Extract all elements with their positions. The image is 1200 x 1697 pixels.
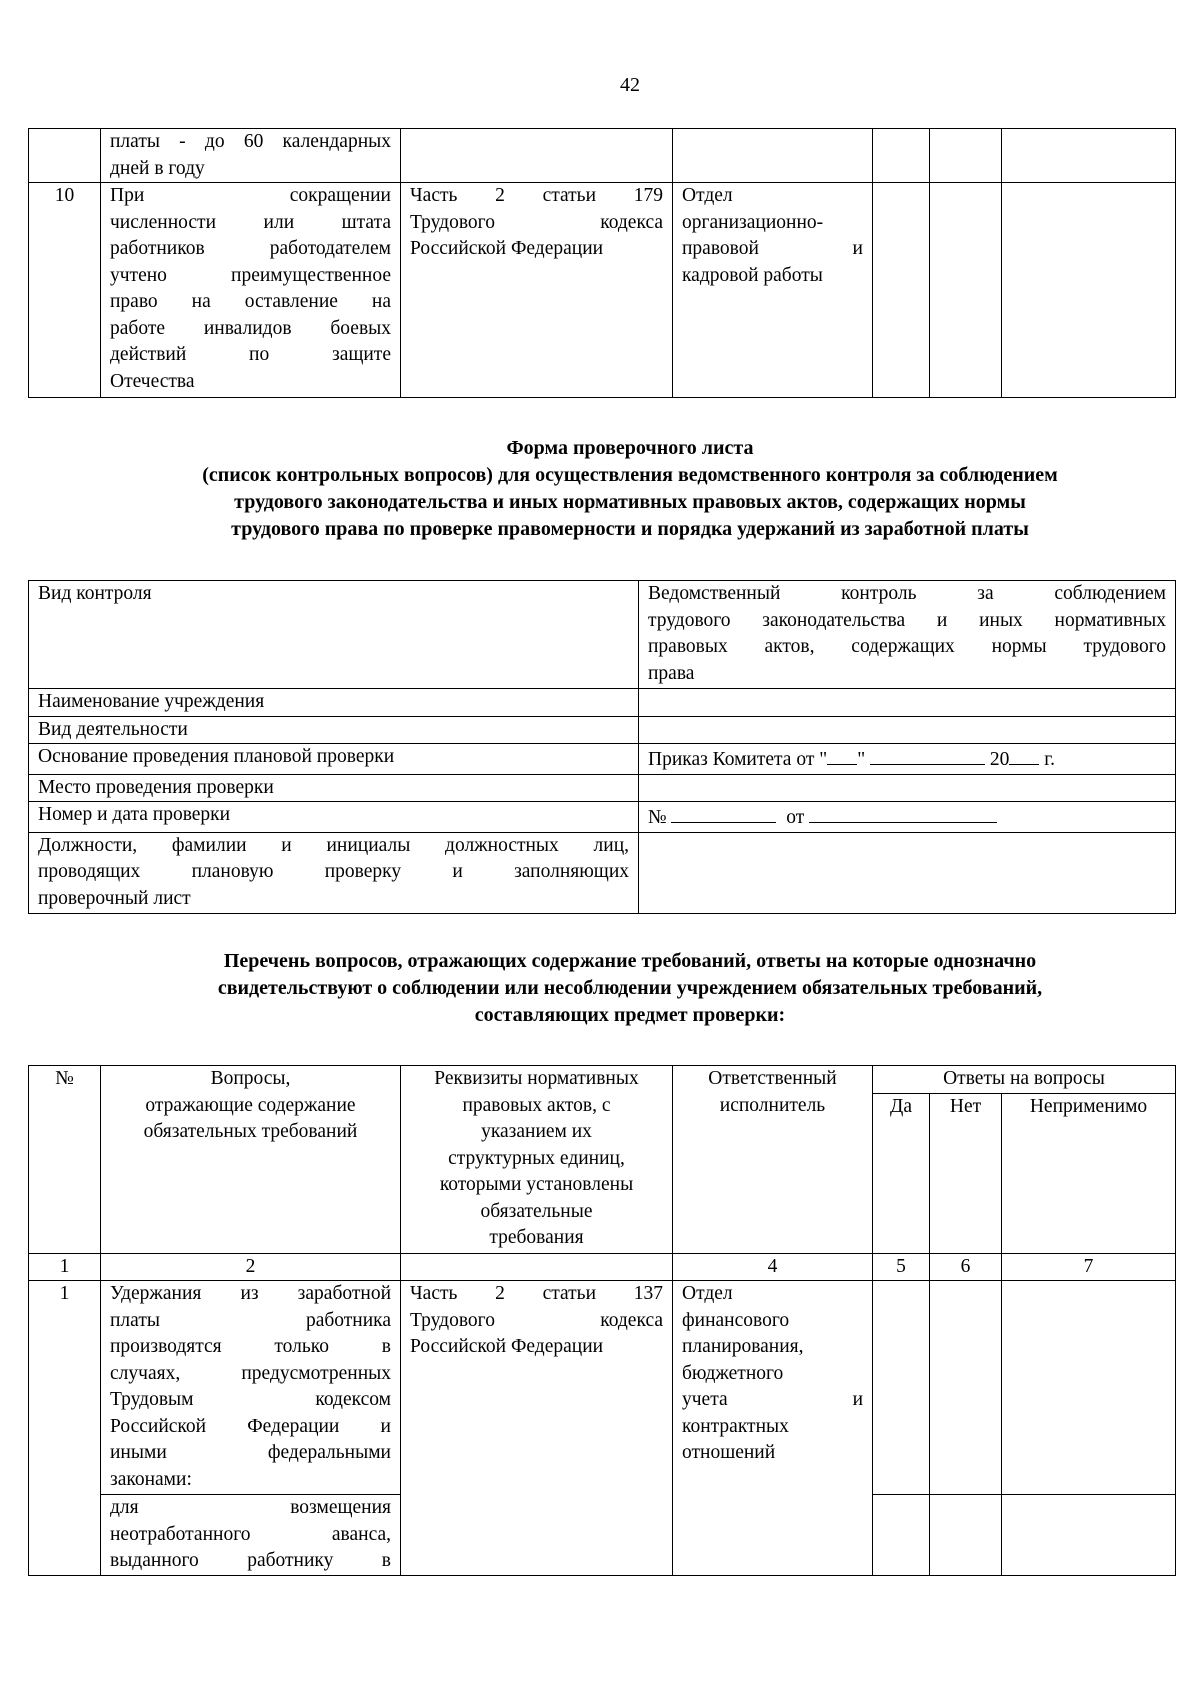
table-row xyxy=(29,802,1176,833)
basis-field: Приказ Комитета от " " 20 г. xyxy=(639,744,1176,775)
responsible-cell: Отдел финансового планирования, бюджетного учета и контрактных отношений xyxy=(673,1281,873,1576)
number-field: № от xyxy=(639,802,1176,833)
row-number: 10 xyxy=(29,183,101,398)
header-responsible: Ответственный исполнитель xyxy=(673,1066,873,1254)
header-yes: Да xyxy=(873,1093,930,1253)
answer-no-cell[interactable] xyxy=(930,1495,1002,1576)
page-number: 42 xyxy=(620,74,640,96)
number-blank xyxy=(671,802,776,823)
institution-label: Наименование учреждения xyxy=(29,689,639,717)
header-no: Нет xyxy=(930,1093,1002,1253)
table-row xyxy=(29,581,1176,689)
officials-field xyxy=(639,832,1176,913)
header-answers: Ответы на вопросы xyxy=(873,1066,1176,1094)
responsible-cell: Отдел организационно- правовой и кадровой работы xyxy=(673,183,873,398)
answer-yes-cell[interactable] xyxy=(873,1281,930,1495)
table-row xyxy=(29,716,1176,744)
year-blank xyxy=(1009,744,1039,765)
day-blank xyxy=(827,744,857,765)
answer-not-applicable-cell[interactable] xyxy=(1002,1495,1176,1576)
column-numbers-row: 1 2 4 5 6 7 xyxy=(29,1253,1176,1281)
requisites-cell: Часть 2 статьи 137 Трудового кодекса Российской Федерации xyxy=(401,1281,673,1576)
table-row xyxy=(29,744,1176,775)
control-type-label: Вид контроля xyxy=(29,581,639,689)
table-row xyxy=(29,1281,1176,1495)
requisites-cell: Часть 2 статьи 179 Трудового кодекса Российской Федерации xyxy=(401,183,673,398)
checklist-table-continued xyxy=(28,128,1176,398)
form-title: Форма проверочного листа (список контрольных вопросов) для осуществления ведомственного контроля за соблюдением трудового законодательства и иных нормативных правовых актов, содержащих нормы трудового права по проверке правомерности и порядка удержаний из заработной платы xyxy=(202,437,1058,540)
question-cell: платы - до 60 календарных дней в году xyxy=(101,129,401,183)
question-cell: Удержания из заработной платы работника производятся только в случаях, предусмотренных Трудовым кодексом Российской Федерации и иными федеральными законами: xyxy=(101,1281,401,1495)
header-row xyxy=(29,1066,1176,1094)
table-row xyxy=(29,832,1176,913)
place-label: Место проведения проверки xyxy=(29,774,639,802)
header-not-applicable: Неприменимо xyxy=(1002,1093,1176,1253)
table-row xyxy=(29,129,1176,183)
month-blank xyxy=(870,744,985,765)
control-type-value: Ведомственный контроль за соблюдением трудового законодательства и иных нормативных правовых актов, содержащих нормы трудового права xyxy=(639,581,1176,689)
table-row xyxy=(29,183,1176,398)
header-questions: Вопросы, отражающие содержание обязательных требований xyxy=(101,1066,401,1254)
date-blank xyxy=(809,802,997,823)
question-cell: При сокращении численности или штата работников работодателем учтено преимущественное право на оставление на работе инвалидов боевых действий по защите Отечества xyxy=(101,183,401,398)
institution-field xyxy=(639,689,1176,717)
header-number: № xyxy=(29,1066,101,1254)
basis-label: Основание проведения плановой проверки xyxy=(29,744,639,775)
header-requisites: Реквизиты нормативных правовых актов, с указанием их структурных единиц, которыми установлены обязательные требования xyxy=(401,1066,673,1254)
answer-not-applicable-cell[interactable] xyxy=(1002,1281,1176,1495)
place-field xyxy=(639,774,1176,802)
checklist-table xyxy=(28,1065,1176,1576)
officials-label: Должности, фамилии и инициалы должностных лиц, проводящих плановую проверку и заполняющих проверочный лист xyxy=(29,832,639,913)
row-number: 1 xyxy=(29,1281,101,1576)
answer-no-cell[interactable] xyxy=(930,1281,1002,1495)
sub-question-cell: для возмещения неотработанного аванса, выданного работнику в xyxy=(101,1495,401,1576)
answer-yes-cell[interactable] xyxy=(873,1495,930,1576)
number-label: Номер и дата проверки xyxy=(29,802,639,833)
table-row xyxy=(29,774,1176,802)
questions-list-title: Перечень вопросов, отражающих содержание требований, ответы на которые однозначно свидетельствуют о соблюдении или несоблюдении учреждением обязательных требований, составляющих предмет проверки: xyxy=(217,950,1043,1026)
activity-field xyxy=(639,716,1176,744)
inspection-info-table xyxy=(28,580,1176,914)
activity-label: Вид деятельности xyxy=(29,716,639,744)
table-row xyxy=(29,689,1176,717)
